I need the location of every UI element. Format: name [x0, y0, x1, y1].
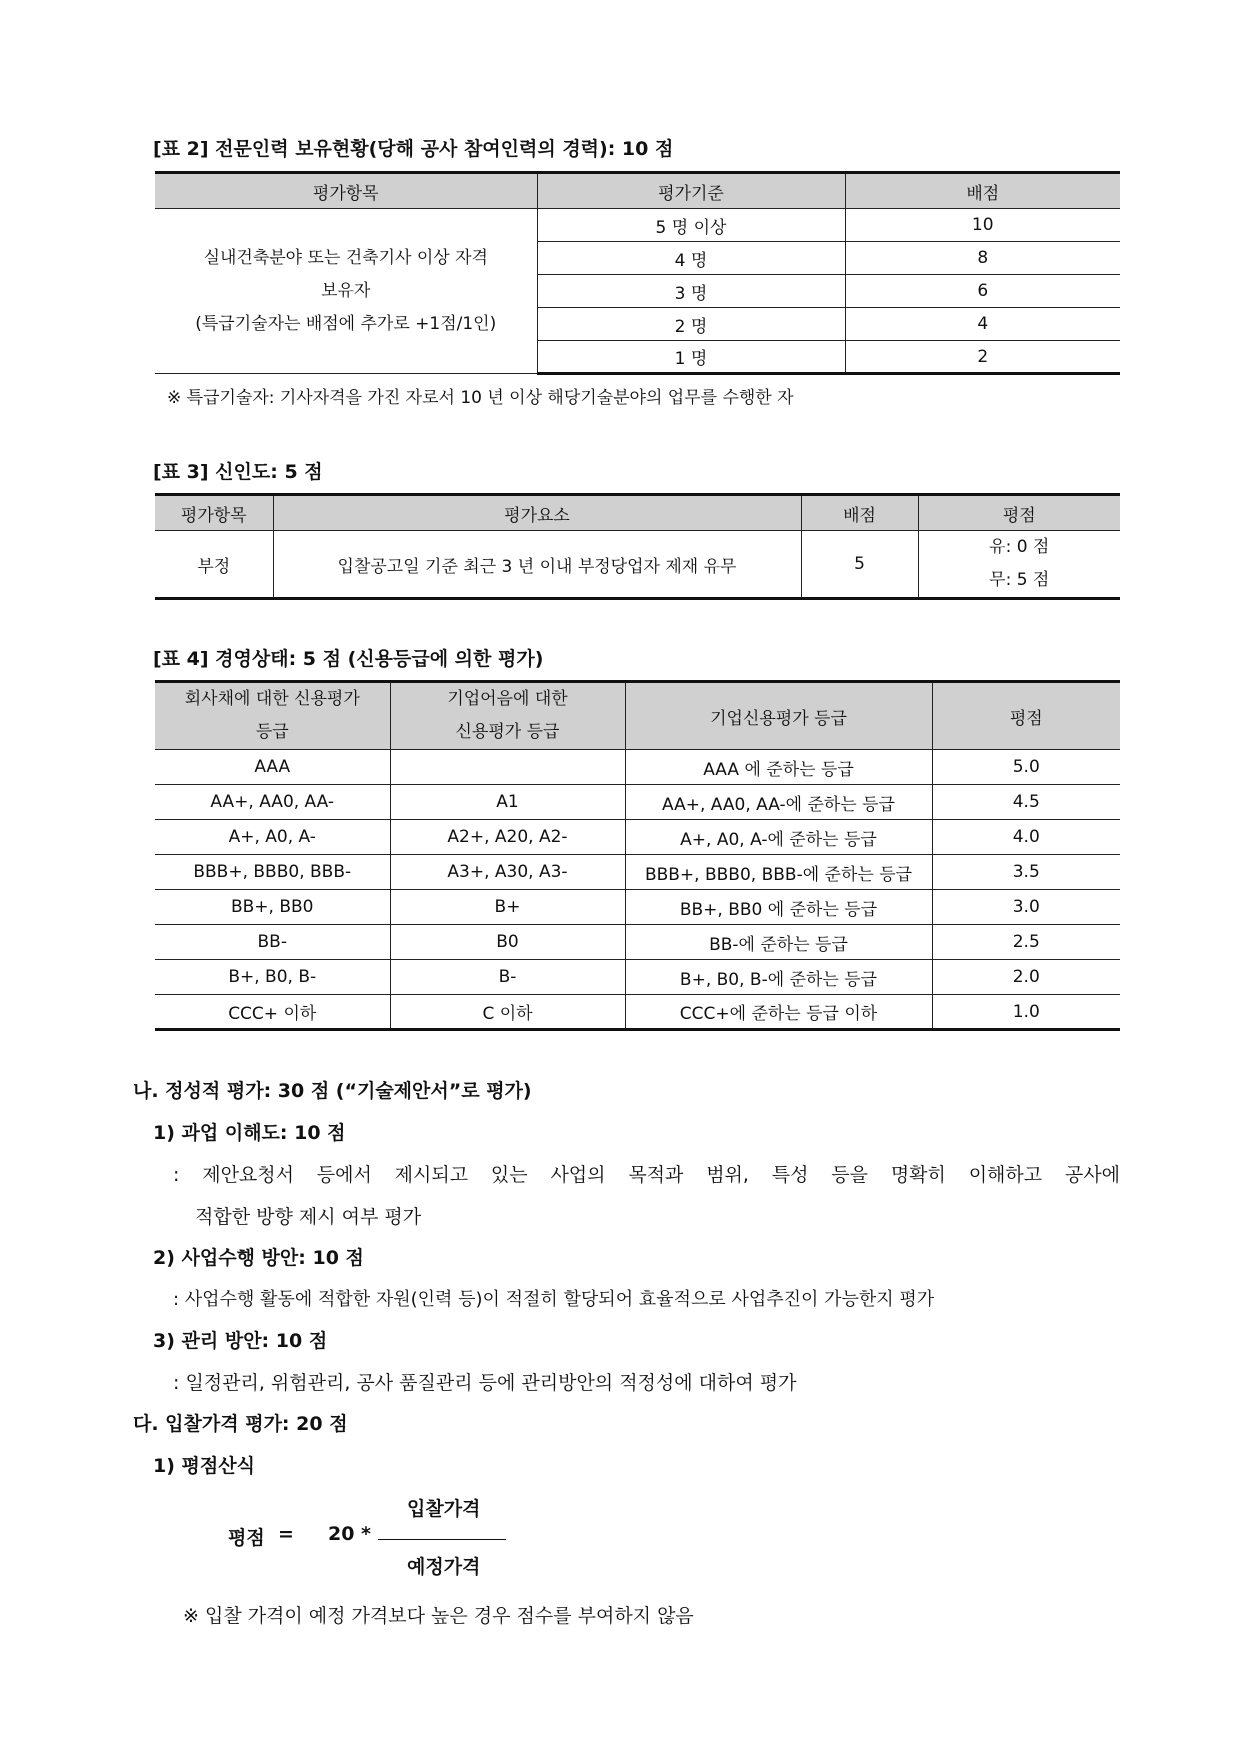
table2-item-line: (특급기술자는 배점에 추가로 +1점/1인)	[195, 313, 497, 334]
table4-header-corp: 기업신용평가 등급	[625, 682, 932, 750]
table3-caption: [표 3] 신인도: 5 점	[153, 461, 323, 483]
price-note: ※ 입찰 가격이 예정 가격보다 높은 경우 점수를 부여하지 않음	[183, 1605, 694, 1627]
qualitative-title: 나. 정성적 평가: 30 점 (“기술제안서”로 평가)	[133, 1080, 532, 1102]
table4-cell: BB-	[155, 925, 390, 960]
table4-cell: A+, A0, A-	[155, 820, 390, 855]
table2-header-criterion: 평가기준	[537, 173, 845, 209]
table2-score: 8	[845, 242, 1120, 275]
table4-cell: BB+, BB0	[155, 890, 390, 925]
table4-cell: 2.0	[932, 960, 1120, 995]
table4-cell: B-	[390, 960, 625, 995]
table4-cell: BBB+, BBB0, BBB-에 준하는 등급	[625, 855, 932, 890]
table4-cell: 1.0	[932, 995, 1120, 1030]
table3-rating-line: 유: 0 점	[989, 537, 1050, 557]
table3-element: 입찰공고일 기준 최근 3 년 이내 부정당업자 제재 유무	[273, 531, 801, 599]
formula-numerator: 입찰가격	[407, 1498, 481, 1520]
table2-criterion: 5 명 이상	[537, 209, 845, 242]
table3-rating-cell	[918, 531, 1120, 599]
qualitative-item2-heading: 2) 사업수행 방안: 10 점	[153, 1247, 364, 1269]
formula-equals: =	[278, 1523, 294, 1545]
formula-fraction-bar	[378, 1539, 506, 1540]
table4-header-rating: 평점	[932, 682, 1120, 750]
table4-cell: AAA 에 준하는 등급	[625, 750, 932, 785]
table4-header-line: 신용평가 등급	[455, 722, 560, 742]
table2-criterion: 2 명	[537, 308, 845, 341]
table3-header-item: 평가항목	[155, 495, 273, 531]
table3-header-score: 배점	[801, 495, 918, 531]
table2-note: ※ 특급기술자: 기사자격을 가진 자로서 10 년 이상 해당기술분야의 업무를 수행한 자	[167, 388, 794, 408]
formula-coefficient: 20 *	[328, 1523, 371, 1545]
table4-cell: BBB+, BBB0, BBB-	[155, 855, 390, 890]
table4-cell: AAA	[155, 750, 390, 785]
table2-score: 2	[845, 341, 1120, 374]
table4-cell	[390, 750, 625, 785]
table2-caption: [표 2] 전문인력 보유현황(당해 공사 참여인력의 경력): 10 점	[153, 138, 674, 160]
table4-cell: A1	[390, 785, 625, 820]
table2-item-cell	[155, 209, 537, 374]
qualitative-item1-line1: : 제안요청서 등에서 제시되고 있는 사업의 목적과 범위, 특성 등을 명확히 이해하고 공사에	[173, 1164, 1120, 1186]
table4-cell: CCC+에 준하는 등급 이하	[625, 995, 932, 1030]
table2-score: 6	[845, 275, 1120, 308]
table4-cell: A3+, A30, A3-	[390, 855, 625, 890]
table4	[155, 680, 1120, 1031]
table3-item: 부정	[155, 531, 273, 599]
qualitative-item3-line1: : 일정관리, 위험관리, 공사 품질관리 등에 관리방안의 적정성에 대하여 평가	[173, 1372, 797, 1394]
table4-header-line: 회사채에 대한 신용평가	[184, 689, 360, 709]
table4-cell: 3.5	[932, 855, 1120, 890]
table2-item-line: 실내건축분야 또는 건축기사 이상 자격	[203, 247, 488, 268]
table4-caption: [표 4] 경영상태: 5 점 (신용등급에 의한 평가)	[153, 648, 544, 670]
table4-cell: B+, B0, B-에 준하는 등급	[625, 960, 932, 995]
table4-cell: A+, A0, A-에 준하는 등급	[625, 820, 932, 855]
table4-cell: C 이하	[390, 995, 625, 1030]
formula-denominator: 예정가격	[407, 1556, 481, 1578]
table4-cell: 2.5	[932, 925, 1120, 960]
table3-header-element: 평가요소	[273, 495, 801, 531]
table4-cell: A2+, A20, A2-	[390, 820, 625, 855]
table2-score: 10	[845, 209, 1120, 242]
table4-cell: BB-에 준하는 등급	[625, 925, 932, 960]
table4-header-bond	[155, 682, 390, 750]
qualitative-item1-line2: 적합한 방향 제시 여부 평가	[195, 1206, 422, 1228]
table2-header-score: 배점	[845, 173, 1120, 209]
qualitative-item1-heading: 1) 과업 이해도: 10 점	[153, 1122, 346, 1144]
table4-cell: 4.0	[932, 820, 1120, 855]
formula-lhs: 평점	[228, 1527, 265, 1549]
table2-score: 4	[845, 308, 1120, 341]
table4-cell: 4.5	[932, 785, 1120, 820]
table4-cell: CCC+ 이하	[155, 995, 390, 1030]
qualitative-item3-heading: 3) 관리 방안: 10 점	[153, 1330, 328, 1352]
table2-item-line: 보유자	[321, 280, 371, 301]
table4-cell: B0	[390, 925, 625, 960]
table4-cell: BB+, BB0 에 준하는 등급	[625, 890, 932, 925]
table4-header-line: 기업어음에 대한	[447, 689, 568, 709]
table3-score: 5	[801, 531, 918, 599]
table3-rating-line: 무: 5 점	[989, 570, 1050, 590]
table4-cell: B+	[390, 890, 625, 925]
table4-cell: AA+, AA0, AA-	[155, 785, 390, 820]
table2-criterion: 4 명	[537, 242, 845, 275]
price-sub-heading: 1) 평점산식	[153, 1455, 255, 1477]
price-title: 다. 입찰가격 평가: 20 점	[133, 1413, 348, 1435]
table2-criterion: 1 명	[537, 341, 845, 374]
table4-cell: 5.0	[932, 750, 1120, 785]
table3	[155, 493, 1120, 600]
table4-header-cp	[390, 682, 625, 750]
table2-criterion: 3 명	[537, 275, 845, 308]
table4-cell: AA+, AA0, AA-에 준하는 등급	[625, 785, 932, 820]
table2-header-item: 평가항목	[155, 173, 537, 209]
table2	[155, 171, 1120, 375]
table4-cell: B+, B0, B-	[155, 960, 390, 995]
table3-header-rating: 평점	[918, 495, 1120, 531]
table4-header-line: 등급	[255, 722, 289, 742]
table4-cell: 3.0	[932, 890, 1120, 925]
qualitative-item2-line1: : 사업수행 활동에 적합한 자원(인력 등)이 적절히 할당되어 효율적으로 사업추진이 가능한지 평가	[173, 1289, 935, 1310]
